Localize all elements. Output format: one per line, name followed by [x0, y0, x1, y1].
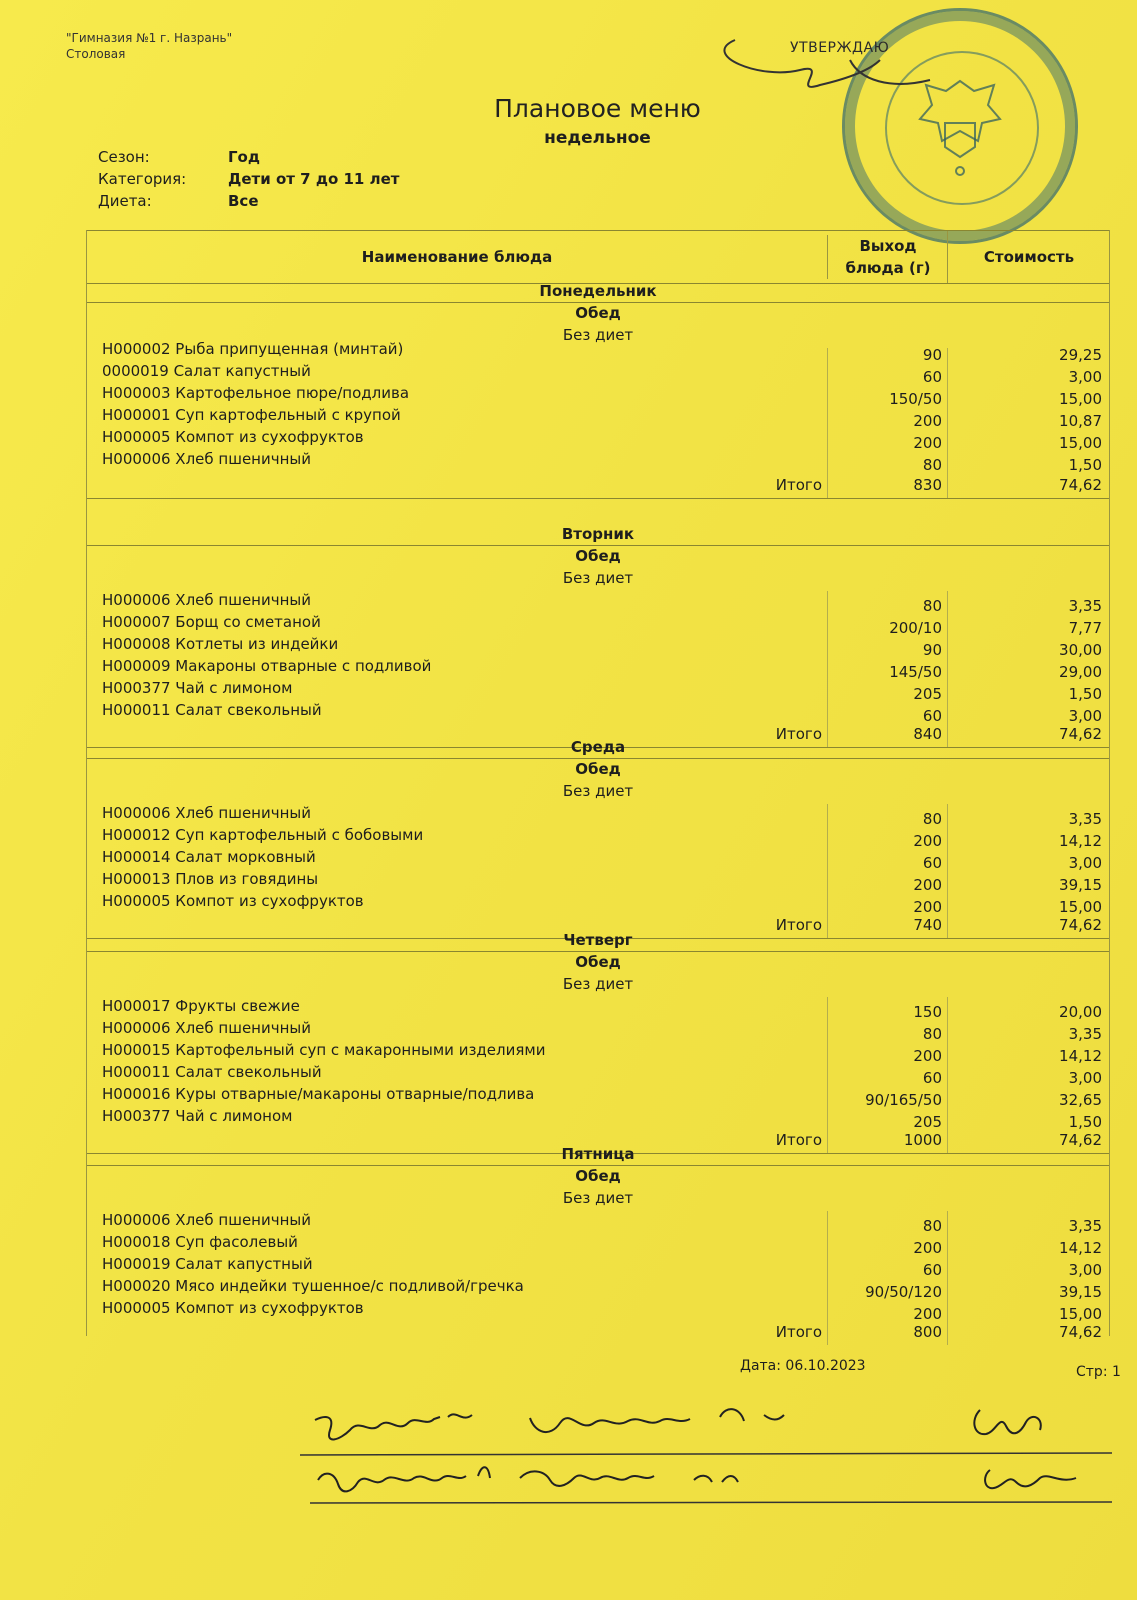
- dish-weight: 200: [913, 832, 942, 850]
- total-cost: 74,62: [1059, 1131, 1102, 1149]
- dish-name: Н000011 Салат свекольный: [102, 701, 322, 719]
- dish-name: Н000005 Компот из сухофруктов: [102, 892, 364, 910]
- day-name: Среда: [570, 738, 626, 756]
- dish-cost: 10,87: [1059, 412, 1102, 430]
- organization-unit: Столовая: [66, 47, 126, 61]
- dish-weight: 200: [913, 1305, 942, 1323]
- dish-cost: 3,00: [1068, 1069, 1102, 1087]
- dish-name: Н000007 Борщ со сметаной: [102, 613, 321, 631]
- dish-weight: 60: [922, 368, 942, 386]
- dish-cost: 14,12: [1059, 1239, 1102, 1257]
- dish-weight: 80: [922, 1025, 942, 1043]
- dish-name: Н000005 Компот из сухофруктов: [102, 428, 364, 446]
- dish-weight: 200: [913, 898, 942, 916]
- diet-name: Без диет: [562, 1189, 634, 1207]
- dish-name: Н000377 Чай с лимоном: [102, 1107, 293, 1125]
- total-cost: 74,62: [1059, 916, 1102, 934]
- dish-cost: 15,00: [1059, 434, 1102, 452]
- dish-cost: 1,50: [1068, 685, 1102, 703]
- dish-name: Н000011 Салат свекольный: [102, 1063, 322, 1081]
- dish-cost: 7,77: [1068, 619, 1102, 637]
- day-name: Вторник: [561, 525, 635, 543]
- dish-name: Н000005 Компот из сухофруктов: [102, 1299, 364, 1317]
- dish-cost: 14,12: [1059, 1047, 1102, 1065]
- dish-name: 0000019 Салат капустный: [102, 362, 311, 380]
- meta-season-value: Год: [228, 148, 260, 166]
- total-cost: 74,62: [1059, 1323, 1102, 1341]
- total-label: Итого: [775, 725, 822, 743]
- meal-name: Обед: [575, 953, 621, 971]
- page-title: Плановое меню: [494, 94, 701, 123]
- total-weight: 1000: [903, 1131, 942, 1149]
- dish-weight: 80: [922, 456, 942, 474]
- dish-name: Н000001 Суп картофельный с крупой: [102, 406, 401, 424]
- meal-name: Обед: [575, 547, 621, 565]
- dish-name: Н000008 Котлеты из индейки: [102, 635, 339, 653]
- dish-name: Н000377 Чай с лимоном: [102, 679, 293, 697]
- dish-name: Н000017 Фрукты свежие: [102, 997, 300, 1015]
- column-header-weight-line1: Выход: [859, 237, 917, 255]
- dish-cost: 32,65: [1059, 1091, 1102, 1109]
- dish-weight: 200: [913, 412, 942, 430]
- dish-cost: 20,00: [1059, 1003, 1102, 1021]
- column-header-cost: Стоимость: [947, 231, 1110, 283]
- dish-name: Н000006 Хлеб пшеничный: [102, 1211, 311, 1229]
- dish-weight: 205: [913, 1113, 942, 1131]
- dish-name: Н000006 Хлеб пшеничный: [102, 1019, 311, 1037]
- day-name: Понедельник: [539, 282, 657, 300]
- page-subtitle: недельное: [544, 128, 651, 148]
- meta-season-label: Сезон:: [98, 148, 150, 166]
- meal-name: Обед: [575, 304, 621, 322]
- dish-name: Н000012 Суп картофельный с бобовыми: [102, 826, 424, 844]
- day-name: Четверг: [563, 931, 633, 949]
- dish-weight: 200: [913, 1047, 942, 1065]
- total-label: Итого: [775, 1323, 822, 1341]
- dish-name: Н000009 Макароны отварные с подливой: [102, 657, 432, 675]
- dish-cost: 3,35: [1068, 810, 1102, 828]
- dish-weight: 80: [922, 810, 942, 828]
- meta-diet-label: Диета:: [98, 192, 152, 210]
- total-weight: 740: [913, 916, 942, 934]
- dish-weight: 90/50/120: [865, 1283, 942, 1301]
- diet-name: Без диет: [562, 782, 634, 800]
- dish-weight: 90: [922, 641, 942, 659]
- dish-cost: 14,12: [1059, 832, 1102, 850]
- page-number: Стр: 1: [1076, 1364, 1121, 1380]
- dish-cost: 3,35: [1068, 1217, 1102, 1235]
- column-header-name: Наименование блюда: [361, 248, 553, 266]
- dish-name: Н000006 Хлеб пшеничный: [102, 450, 311, 468]
- diet-name: Без диет: [562, 326, 634, 344]
- dish-cost: 15,00: [1059, 898, 1102, 916]
- dish-cost: 30,00: [1059, 641, 1102, 659]
- dish-name: Н000003 Картофельное пюре/подлива: [102, 384, 410, 402]
- column-header-weight-line2: блюда (г): [845, 259, 931, 277]
- dish-name: Н000006 Хлеб пшеничный: [102, 591, 311, 609]
- dish-weight: 200: [913, 434, 942, 452]
- meta-category-value: Дети от 7 до 11 лет: [228, 170, 400, 188]
- dish-name: Н000013 Плов из говядины: [102, 870, 319, 888]
- dish-name: Н000018 Суп фасолевый: [102, 1233, 298, 1251]
- dish-weight: 90/165/50: [865, 1091, 942, 1109]
- dish-name: Н000019 Салат капустный: [102, 1255, 313, 1273]
- dish-weight: 150: [913, 1003, 942, 1021]
- meal-name: Обед: [575, 760, 621, 778]
- document-date: Дата: 06.10.2023: [740, 1358, 866, 1374]
- total-weight: 840: [913, 725, 942, 743]
- meal-name: Обед: [575, 1167, 621, 1185]
- dish-weight: 200: [913, 876, 942, 894]
- total-weight: 830: [913, 476, 942, 494]
- dish-name: Н000016 Куры отварные/макароны отварные/подлива: [102, 1085, 535, 1103]
- dish-cost: 15,00: [1059, 1305, 1102, 1323]
- meta-diet-value: Все: [228, 192, 259, 210]
- dish-cost: 15,00: [1059, 390, 1102, 408]
- dish-name: Н000020 Мясо индейки тушенное/с подливой/гречка: [102, 1277, 524, 1295]
- dish-weight: 150/50: [889, 390, 942, 408]
- dish-cost: 1,50: [1068, 456, 1102, 474]
- dish-weight: 90: [922, 346, 942, 364]
- dish-cost: 1,50: [1068, 1113, 1102, 1131]
- dish-weight: 205: [913, 685, 942, 703]
- dish-name: Н000014 Салат морковный: [102, 848, 316, 866]
- dish-cost: 3,00: [1068, 1261, 1102, 1279]
- dish-weight: 80: [922, 597, 942, 615]
- total-label: Итого: [775, 1131, 822, 1149]
- total-cost: 74,62: [1059, 476, 1102, 494]
- dish-weight: 60: [922, 707, 942, 725]
- diet-name: Без диет: [562, 569, 634, 587]
- approval-mark: УТВЕРЖДАЮ: [790, 40, 890, 56]
- dish-cost: 3,00: [1068, 368, 1102, 386]
- day-name: Пятница: [561, 1145, 635, 1163]
- dish-name: Н000002 Рыба припущенная (минтай): [102, 340, 404, 358]
- total-cost: 74,62: [1059, 725, 1102, 743]
- total-weight: 800: [913, 1323, 942, 1341]
- dish-cost: 29,00: [1059, 663, 1102, 681]
- dish-weight: 145/50: [889, 663, 942, 681]
- dish-cost: 29,25: [1059, 346, 1102, 364]
- dish-name: Н000006 Хлеб пшеничный: [102, 804, 311, 822]
- dish-weight: 200: [913, 1239, 942, 1257]
- dish-weight: 200/10: [889, 619, 942, 637]
- dish-cost: 3,35: [1068, 597, 1102, 615]
- dish-weight: 60: [922, 1069, 942, 1087]
- dish-weight: 60: [922, 854, 942, 872]
- total-label: Итого: [775, 916, 822, 934]
- dish-cost: 39,15: [1059, 876, 1102, 894]
- total-label: Итого: [775, 476, 822, 494]
- dish-cost: 3,00: [1068, 854, 1102, 872]
- dish-cost: 39,15: [1059, 1283, 1102, 1301]
- dish-weight: 60: [922, 1261, 942, 1279]
- dish-cost: 3,00: [1068, 707, 1102, 725]
- dish-cost: 3,35: [1068, 1025, 1102, 1043]
- meta-category-label: Категория:: [98, 170, 187, 188]
- dish-weight: 80: [922, 1217, 942, 1235]
- organization-name: "Гимназия №1 г. Назрань": [66, 31, 233, 45]
- diet-name: Без диет: [562, 975, 634, 993]
- dish-name: Н000015 Картофельный суп с макаронными изделиями: [102, 1041, 546, 1059]
